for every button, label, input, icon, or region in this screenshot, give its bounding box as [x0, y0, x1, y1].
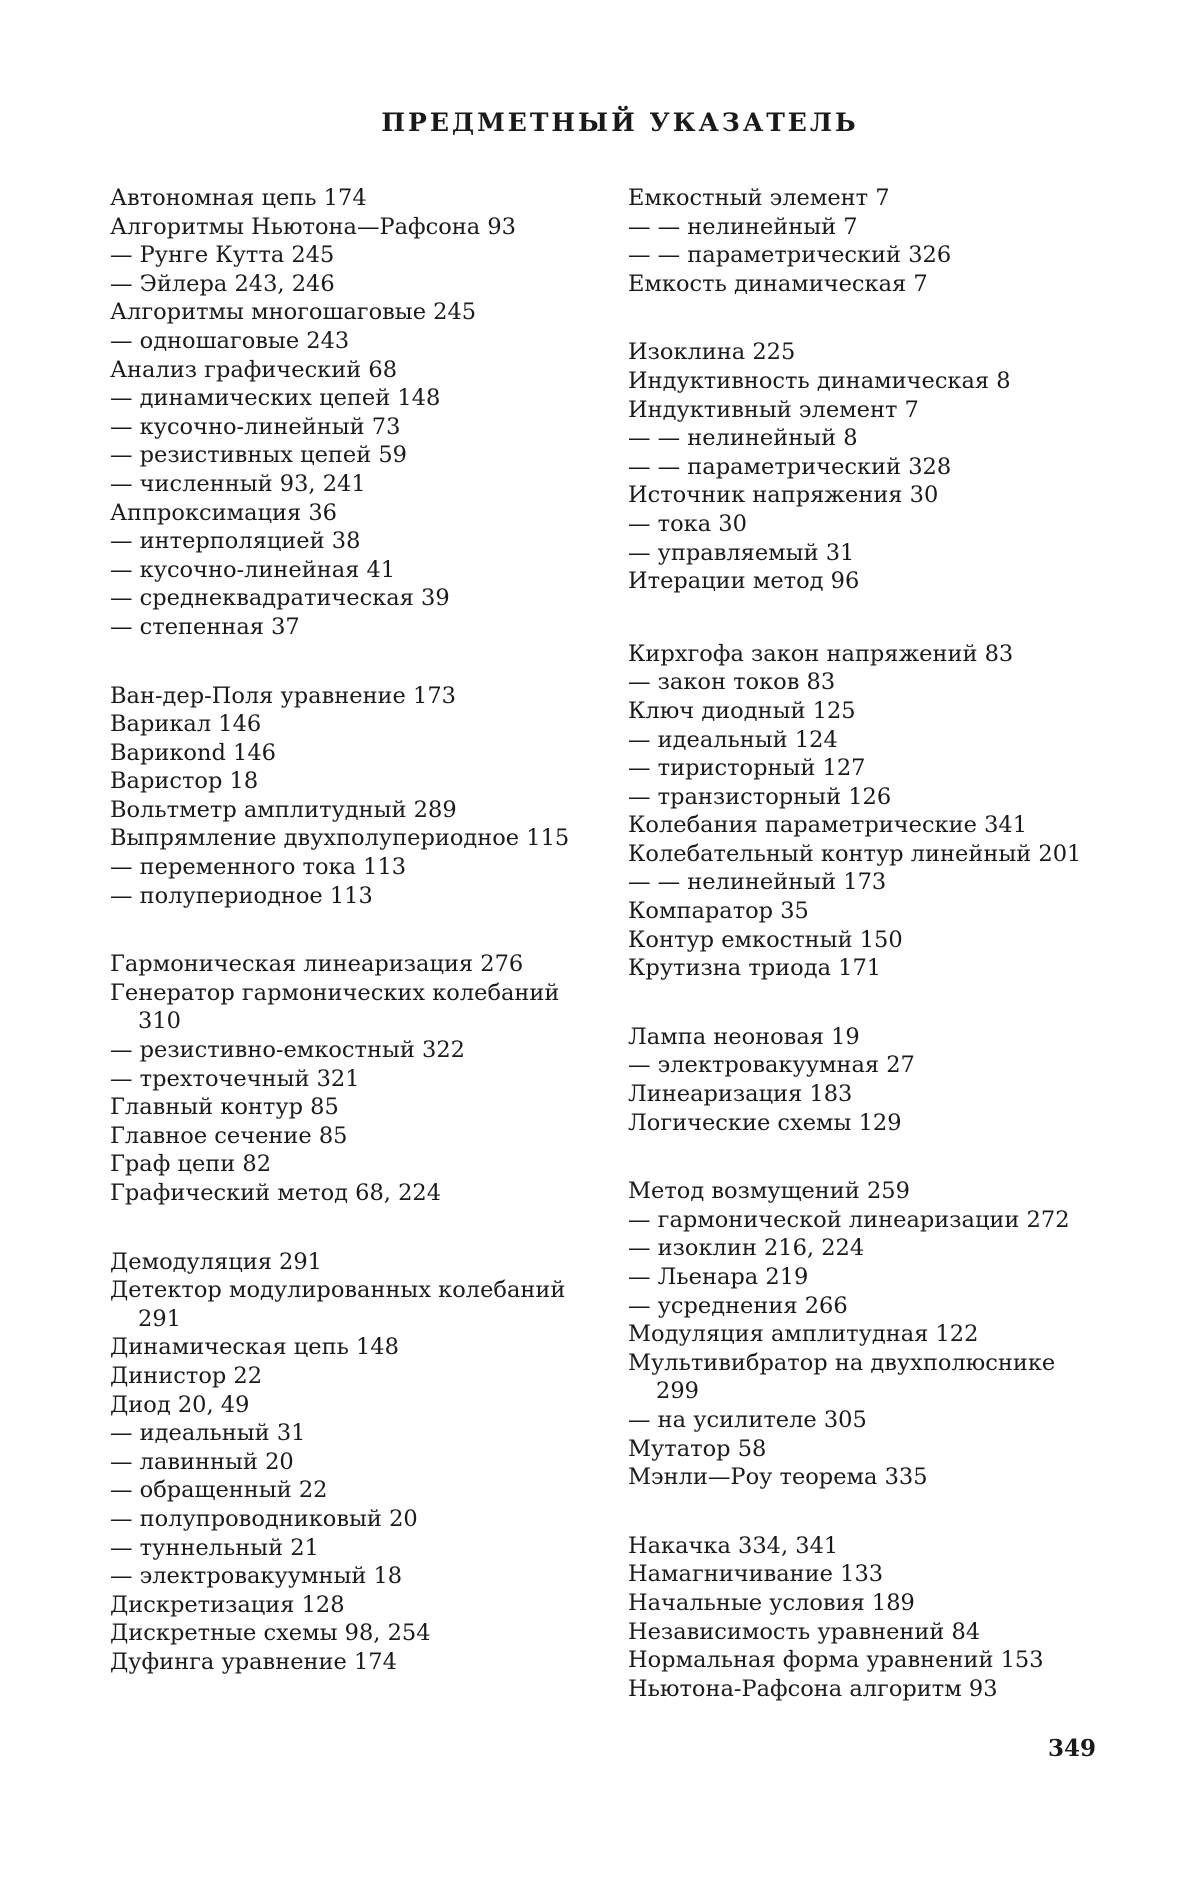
index-entry: Дуфинга уравнение 174 — [110, 1648, 397, 1675]
index-letter-group — [628, 338, 1098, 595]
index-entry: — электровакуумный 18 — [110, 1563, 403, 1590]
index-entry: Выпрямление двухполупериодное 115 — [110, 825, 570, 852]
index-entry: — Эйлера 243, 246 — [110, 270, 335, 297]
index-entry: — усреднения 266 — [628, 1292, 848, 1319]
index-entry: Ван-дер-Поля уравнение 173 — [110, 682, 456, 709]
index-entry: Итерации метод 96 — [628, 568, 860, 595]
index-letter-group — [110, 682, 580, 911]
index-entry: Главный контур 85 — [110, 1094, 339, 1121]
index-entry: Демодуляция 291 — [110, 1248, 322, 1275]
index-entry: Изоклина 225 — [628, 339, 796, 366]
index-entry: Графический метод 68, 224 — [110, 1180, 442, 1206]
index-entry: Мэнли—Роу теорема 335 — [628, 1464, 928, 1491]
index-entry: — кусочно-линейный 73 — [110, 413, 401, 440]
index-entry: — динамических цепей 148 — [110, 385, 441, 412]
index-entry: Нормальная форма уравнений 153 — [628, 1647, 1044, 1674]
index-entry: — переменного тока 113 — [110, 854, 407, 881]
page-number: 349 — [1047, 1735, 1096, 1762]
index-entry: Индуктивность динамическая 8 — [628, 367, 1011, 394]
index-entry: Автономная цепь 174 — [110, 185, 367, 211]
index-entry: Детектор модулированных колебаний 291 — [110, 1277, 566, 1332]
index-entry: — полупериодное 113 — [110, 882, 373, 909]
index-letter-group — [110, 184, 580, 642]
index-entry: Ньютона-Рафсона алгоритм 93 — [628, 1675, 998, 1702]
index-entry: — лавинный 20 — [110, 1448, 294, 1475]
index-entry: Емкость динамическая 7 — [628, 270, 928, 297]
index-entry: Алгоритмы многошаговые 245 — [110, 299, 477, 326]
page-title: ПРЕДМЕТНЫЙ УКАЗАТЕЛЬ — [381, 108, 859, 137]
index-letter-group — [628, 1023, 1098, 1137]
index-entry: — идеальный 124 — [628, 726, 838, 753]
left-column — [110, 184, 580, 1717]
index-entry: Колебания параметрические 341 — [628, 812, 1028, 839]
index-entry: — среднеквадратическая 39 — [110, 585, 450, 612]
index-entry: Компаратор 35 — [628, 898, 809, 925]
index-entry: Кирхгофа закон напряжений 83 — [628, 640, 1014, 667]
index-entry: Граф цепи 82 — [110, 1151, 272, 1178]
index-entry: — тока 30 — [628, 510, 747, 537]
index-entry: — резистивных цепей 59 — [110, 442, 407, 469]
index-entry: — — нелинейный 7 — [628, 213, 858, 240]
index-letter-group — [628, 184, 1098, 298]
index-entry: Накачка 334, 341 — [628, 1532, 839, 1559]
index-entry: Метод возмущений 259 — [628, 1178, 910, 1205]
index-entry: Мутатор 58 — [628, 1435, 767, 1462]
index-entry: — закон токов 83 — [628, 669, 836, 696]
index-entry: — гармонической линеаризации 272 — [628, 1206, 1070, 1233]
index-entry: — интерполяцией 38 — [110, 528, 361, 555]
index-entry: Источник напряжения 30 — [628, 482, 939, 509]
index-entry: — — нелинейный 173 — [628, 869, 887, 896]
index-entry: Начальные условия 189 — [628, 1589, 915, 1616]
index-entry: Алгоритмы Ньютона—Рафсона 93 — [110, 213, 516, 240]
index-entry: — Рунге Кутта 245 — [110, 242, 335, 269]
index-entry: — транзисторный 126 — [628, 783, 892, 810]
index-entry: — туннельный 21 — [110, 1534, 319, 1561]
index-entry: Варикал 146 — [110, 711, 262, 738]
index-entry: Колебательный контур линейный 201 — [628, 840, 1082, 867]
index-entry: Диод 20, 49 — [110, 1391, 250, 1418]
index-entry: Контур емкостный 150 — [628, 926, 903, 953]
index-letter-group — [110, 1248, 580, 1677]
index-entry: Модуляция амплитудная 122 — [628, 1321, 979, 1348]
index-entry: — кусочно-линейная 41 — [110, 556, 396, 583]
index-entry: Аппроксимация 36 — [110, 499, 337, 526]
index-entry: Гармоническая линеаризация 276 — [110, 951, 524, 978]
index-entry: Ключ диодный 125 — [628, 697, 856, 724]
index-entry: Главное сечение 85 — [110, 1122, 348, 1149]
index-entry: — на усилителе 305 — [628, 1406, 867, 1433]
index-entry: Независимость уравнений 84 — [628, 1618, 981, 1645]
index-entry: Емкостный элемент 7 — [628, 185, 890, 211]
index-entry: Мультивибратор на двухполюснике 299 — [628, 1349, 1056, 1405]
index-entry: — — параметрический 326 — [628, 242, 952, 269]
index-entry: — обращенный 22 — [110, 1477, 328, 1504]
index-entry: — одношаговые 243 — [110, 327, 350, 354]
index-entry: Индуктивный элемент 7 — [628, 396, 919, 423]
index-letter-group — [628, 1177, 1098, 1492]
index-letter-group — [628, 640, 1098, 983]
index-entry: Анализ графический 68 — [110, 356, 398, 383]
index-entry: Вольтметр амплитудный 289 — [110, 796, 457, 823]
right-column — [628, 184, 1098, 1743]
index-entry: — — нелинейный 8 — [628, 425, 858, 452]
index-letter-group — [628, 1532, 1098, 1704]
index-entry: — трехточечный 321 — [110, 1065, 360, 1092]
index-entry: Логические схемы 129 — [628, 1109, 902, 1136]
index-entry: Лампа неоновая 19 — [628, 1023, 860, 1050]
index-entry: — резистивно-емкостный 322 — [110, 1037, 465, 1064]
index-entry: Крутизна триода 171 — [628, 955, 882, 982]
index-entry: — полупроводниковый 20 — [110, 1505, 418, 1532]
index-entry: Дискретные схемы 98, 254 — [110, 1620, 431, 1647]
index-entry: Варикond 146 — [110, 739, 276, 766]
index-entry: — тиристорный 127 — [628, 755, 866, 782]
index-entry: — Льенара 219 — [628, 1264, 809, 1290]
index-entry: Динамическая цепь 148 — [110, 1334, 399, 1361]
index-entry: Дискретизация 128 — [110, 1591, 345, 1618]
index-letter-group — [110, 950, 580, 1207]
index-entry: — степенная 37 — [110, 613, 300, 640]
index-entry: — электровакуумная 27 — [628, 1052, 915, 1079]
index-entry: Генератор гармонических колебаний 310 — [110, 979, 560, 1035]
index-entry: — идеальный 31 — [110, 1420, 306, 1447]
index-entry: Намагничивание 133 — [628, 1561, 884, 1588]
index-entry: — управляемый 31 — [628, 539, 855, 566]
index-entry: Линеаризация 183 — [628, 1081, 853, 1108]
index-entry: Варистор 18 — [110, 768, 259, 795]
index-entry: — — параметрический 328 — [628, 453, 952, 480]
index-entry: — изоклин 216, 224 — [628, 1235, 865, 1262]
index-entry: Динистор 22 — [110, 1362, 263, 1389]
index-entry: — численный 93, 241 — [110, 470, 366, 497]
